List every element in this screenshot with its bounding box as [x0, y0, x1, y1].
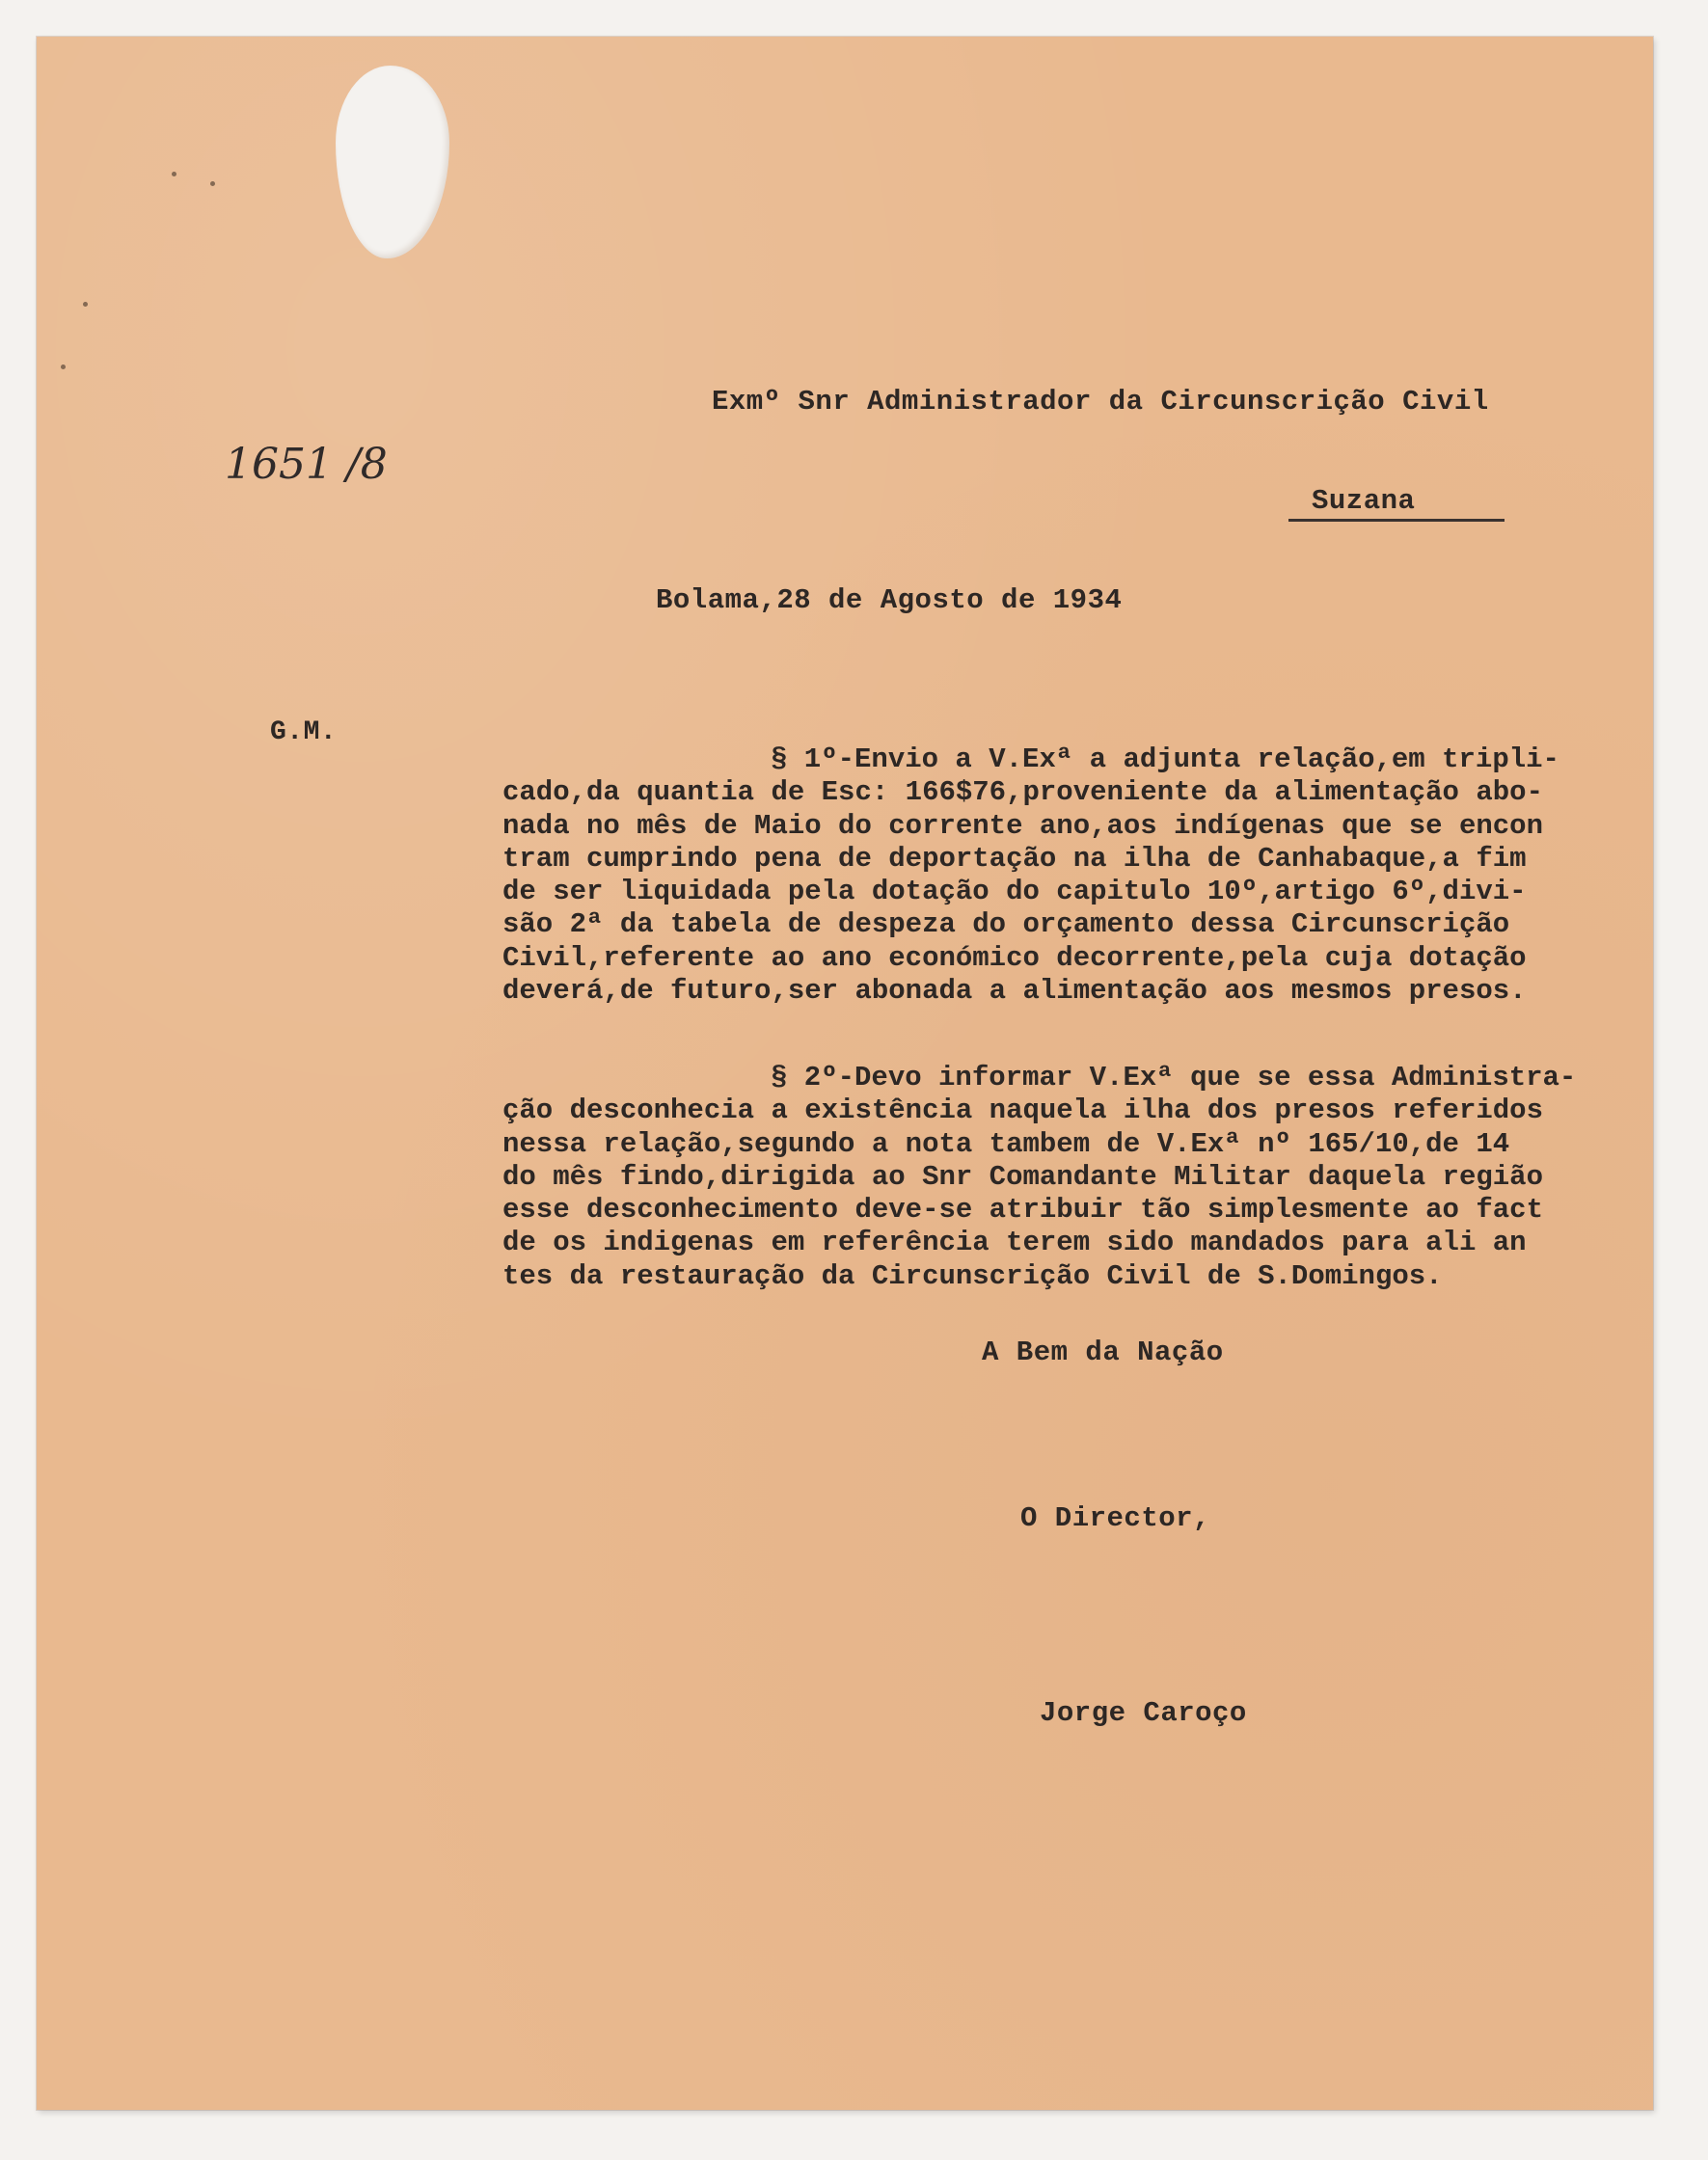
handwritten-reference: 1651 /8 — [225, 440, 388, 489]
ink-speck — [83, 302, 88, 307]
paragraph-1-line: de ser liquidada pela dotação do capitulo 10º,artigo 6º,divi- — [502, 876, 1527, 908]
paragraph-1-line: são 2ª da tabela de despeza do orçamento dessa Circunscrição — [502, 908, 1510, 941]
paragraph-2-line: ção desconhecia a existência naquela ilha dos presos referidos — [502, 1094, 1543, 1127]
paragraph-1-line: tram cumprindo pena de deportação na ilha de Canhabaque,a fim — [502, 842, 1527, 875]
ink-speck — [172, 172, 176, 176]
paragraph-2 — [502, 1062, 1576, 1293]
paragraph-1-line: deverá,de futuro,ser abonada a alimentação aos mesmos presos. — [502, 975, 1527, 1008]
recipient-place: Suzana — [1312, 485, 1416, 517]
paragraph-1 — [502, 743, 1559, 1008]
date-line: Bolama,28 de Agosto de 1934 — [656, 584, 1123, 616]
paragraph-1-line: § 1º-Envio a V.Exª a adjunta relação,em tripli- — [771, 743, 1559, 775]
paragraph-2-line: de os indigenas em referência terem sido mandados para ali an — [502, 1227, 1527, 1259]
initials: G.M. — [270, 717, 338, 747]
ink-speck — [210, 181, 215, 186]
recipient-line: Exmº Snr Administrador da Circunscrição Civil — [712, 386, 1489, 418]
paragraph-2-line: tes da restauração da Circunscrição Civil de S.Domingos. — [502, 1259, 1443, 1292]
place-underline — [1288, 519, 1505, 522]
paragraph-2-line: do mês findo,dirigida ao Snr Comandante Militar daquela região — [502, 1160, 1543, 1193]
signatory-title: O Director, — [1020, 1502, 1210, 1534]
closing-salutation: A Bem da Nação — [982, 1336, 1224, 1368]
paragraph-1-line: cado,da quantia de Esc: 166$76,proveniente da alimentação abo- — [502, 776, 1543, 809]
signatory-name: Jorge Caroço — [1040, 1697, 1247, 1729]
letter-paper — [37, 37, 1653, 2110]
paragraph-1-line: Civil,referente ao ano económico decorrente,pela cuja dotação — [502, 941, 1527, 974]
ink-speck — [61, 364, 66, 369]
paragraph-2-line: nessa relação,segundo a nota tambem de V.Exª nº 165/10,de 14 — [502, 1127, 1510, 1160]
torn-corner — [336, 66, 449, 258]
paragraph-2-line: esse desconhecimento deve-se atribuir tão simplesmente ao fact — [502, 1194, 1543, 1227]
paragraph-2-line: § 2º-Devo informar V.Exª que se essa Administra- — [771, 1062, 1577, 1094]
paragraph-1-line: nada no mês de Maio do corrente ano,aos indígenas que se encon — [502, 809, 1543, 842]
